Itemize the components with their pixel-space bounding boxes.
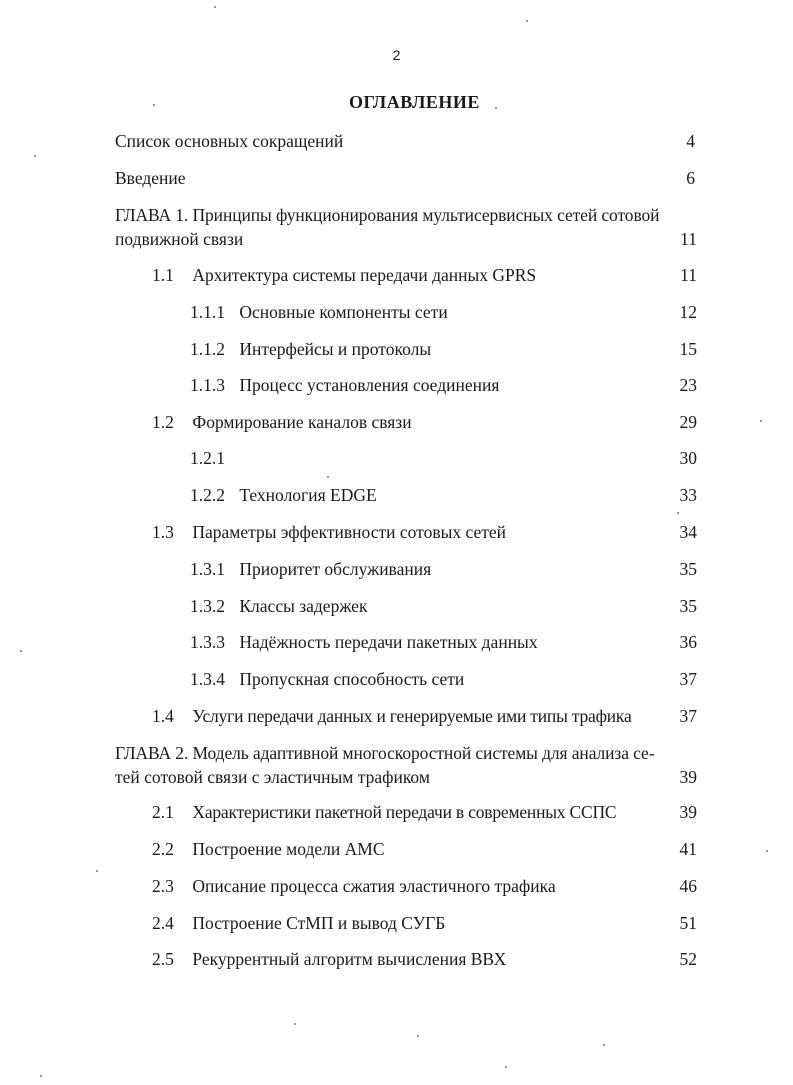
toc-entry-page: 35 xyxy=(679,596,697,616)
scan-speck xyxy=(20,650,22,652)
toc-entry-page: 33 xyxy=(679,485,697,505)
toc-entry-label: Приоритет обслуживания xyxy=(239,559,432,579)
section-number: 1.3.4 xyxy=(190,669,225,689)
toc-entry-subsection[interactable] xyxy=(190,337,697,361)
scan-speck xyxy=(40,1075,42,1077)
scan-speck xyxy=(417,1035,419,1037)
scan-speck xyxy=(153,104,155,106)
toc-entry-section[interactable] xyxy=(152,800,697,824)
chapter-title-line-2: подвижной связи xyxy=(115,229,244,249)
toc-entry-label: Параметры эффективности сотовых сетей xyxy=(192,522,507,542)
toc-entry-section[interactable] xyxy=(152,410,697,434)
toc-entry-label: Список основных сокращений xyxy=(115,131,344,151)
scan-speck xyxy=(96,870,98,872)
section-number: 2.2 xyxy=(152,839,174,859)
toc-entry-subsection[interactable] xyxy=(190,557,697,581)
toc-entry-section[interactable] xyxy=(152,911,697,935)
scan-speck xyxy=(495,107,497,109)
scan-speck xyxy=(214,6,216,8)
section-number: 2.1 xyxy=(152,802,174,822)
toc-entry-section[interactable] xyxy=(152,263,697,287)
toc-entry-page: 11 xyxy=(680,229,697,249)
toc-entry-page: 11 xyxy=(680,265,697,285)
toc-entry-label: Классы задержек xyxy=(239,596,368,616)
toc-entry-subsection[interactable] xyxy=(190,446,697,470)
scan-speck xyxy=(505,1066,507,1068)
toc-entry-label: Надёжность передачи пакетных данных xyxy=(239,632,538,652)
toc-entry-page: 12 xyxy=(679,302,697,322)
toc-entry-page: 51 xyxy=(679,913,697,933)
section-number: 1.3 xyxy=(152,522,174,542)
section-number: 1.1 xyxy=(152,265,174,285)
scan-speck xyxy=(34,155,36,157)
chapter-title-line-1: ГЛАВА 1. Принципы функционирования мультисервисных сетей сотовой xyxy=(115,205,660,225)
toc-entry-page: 36 xyxy=(679,632,697,652)
toc-chapter-2[interactable] xyxy=(115,741,705,789)
toc-entry-section[interactable] xyxy=(152,947,697,971)
chapter-title-line-2: тей сотовой связи с эластичным трафиком xyxy=(115,767,430,787)
toc-entry-page: 37 xyxy=(679,669,697,689)
section-number: 1.3.2 xyxy=(190,596,225,616)
toc-entry-label: Технология EDGE xyxy=(239,485,377,505)
toc-entry-label: Услуги передачи данных и генерируемые ими типы трафика xyxy=(192,706,632,726)
section-number: 1.3.1 xyxy=(190,559,225,579)
toc-entry-label: Интерфейсы и протоколы xyxy=(239,339,432,359)
scan-speck xyxy=(677,512,679,514)
section-number: 2.4 xyxy=(152,913,174,933)
toc-entry-abbreviations[interactable] xyxy=(115,129,695,153)
scan-speck xyxy=(603,1044,605,1046)
toc-entry-label: Процесс установления соединения xyxy=(239,375,500,395)
section-number: 1.3.3 xyxy=(190,632,225,652)
section-number: 2.3 xyxy=(152,876,174,896)
toc-entry-label: Построение модели АМС xyxy=(192,839,385,859)
toc-entry-introduction[interactable] xyxy=(115,166,695,190)
toc-entry-page: 37 xyxy=(679,706,697,726)
scan-speck xyxy=(760,420,762,422)
toc-entry-subsection[interactable] xyxy=(190,373,697,397)
toc-entry-section[interactable] xyxy=(152,874,697,898)
toc-entry-label: Пропускная способность сети xyxy=(239,669,465,689)
toc-entry-label: Построение СтМП и вывод СУГБ xyxy=(192,913,446,933)
section-number: 1.1.3 xyxy=(190,375,225,395)
scan-speck xyxy=(294,1023,296,1025)
toc-entry-section[interactable] xyxy=(152,520,697,544)
toc-entry-page: 39 xyxy=(679,767,697,787)
toc-entry-page: 35 xyxy=(679,559,697,579)
toc-entry-label: Описание процесса сжатия эластичного трафика xyxy=(192,876,556,896)
toc-entry-section[interactable] xyxy=(152,837,697,861)
toc-entry-page: 15 xyxy=(679,339,697,359)
section-number: 1.2.2 xyxy=(190,485,225,505)
toc-entry-subsection[interactable] xyxy=(190,483,697,507)
toc-entry-page: 30 xyxy=(679,448,697,468)
section-number: 1.1.2 xyxy=(190,339,225,359)
page-number: 2 xyxy=(392,47,401,63)
section-number: 2.5 xyxy=(152,949,174,969)
toc-entry-page: 23 xyxy=(679,375,697,395)
toc-entry-label: Формирование каналов связи xyxy=(192,412,412,432)
toc-entry-page: 39 xyxy=(679,802,697,822)
toc-entry-page: 46 xyxy=(679,876,697,896)
page-title: ОГЛАВЛЕНИЕ xyxy=(349,92,480,112)
toc-entry-subsection[interactable] xyxy=(190,630,697,654)
toc-entry-page: 4 xyxy=(686,131,695,151)
toc-entry-subsection[interactable] xyxy=(190,594,697,618)
section-number: 1.4 xyxy=(152,706,174,726)
toc-entry-subsection[interactable] xyxy=(190,300,697,324)
toc-entry-label: Рекуррентный алгоритм вычисления ВВХ xyxy=(192,949,507,969)
scan-speck xyxy=(526,20,528,22)
toc-entry-page: 34 xyxy=(679,522,697,542)
section-number: 1.2 xyxy=(152,412,174,432)
toc-chapter-1[interactable] xyxy=(115,203,705,251)
toc-entry-subsection[interactable] xyxy=(190,667,697,691)
toc-entry-page: 41 xyxy=(679,839,697,859)
toc-entry-label: Введение xyxy=(115,168,186,188)
toc-entry-page: 52 xyxy=(679,949,697,969)
scan-speck xyxy=(766,850,768,852)
section-number: 1.1.1 xyxy=(190,302,225,322)
toc-entry-label: Характеристики пакетной передачи в современных ССПС xyxy=(192,802,617,822)
chapter-title-line-1: ГЛАВА 2. Модель адаптивной многоскоростной системы для анализа се- xyxy=(115,743,655,763)
toc-entry-label: Основные компоненты сети xyxy=(239,302,448,322)
toc-entry-label: Архитектура системы передачи данных GPRS xyxy=(192,265,537,285)
section-number: 1.2.1 xyxy=(190,448,225,468)
toc-entry-page: 6 xyxy=(686,168,695,188)
scan-speck xyxy=(327,476,329,478)
toc-entry-page: 29 xyxy=(679,412,697,432)
toc-entry-section[interactable] xyxy=(152,704,697,728)
